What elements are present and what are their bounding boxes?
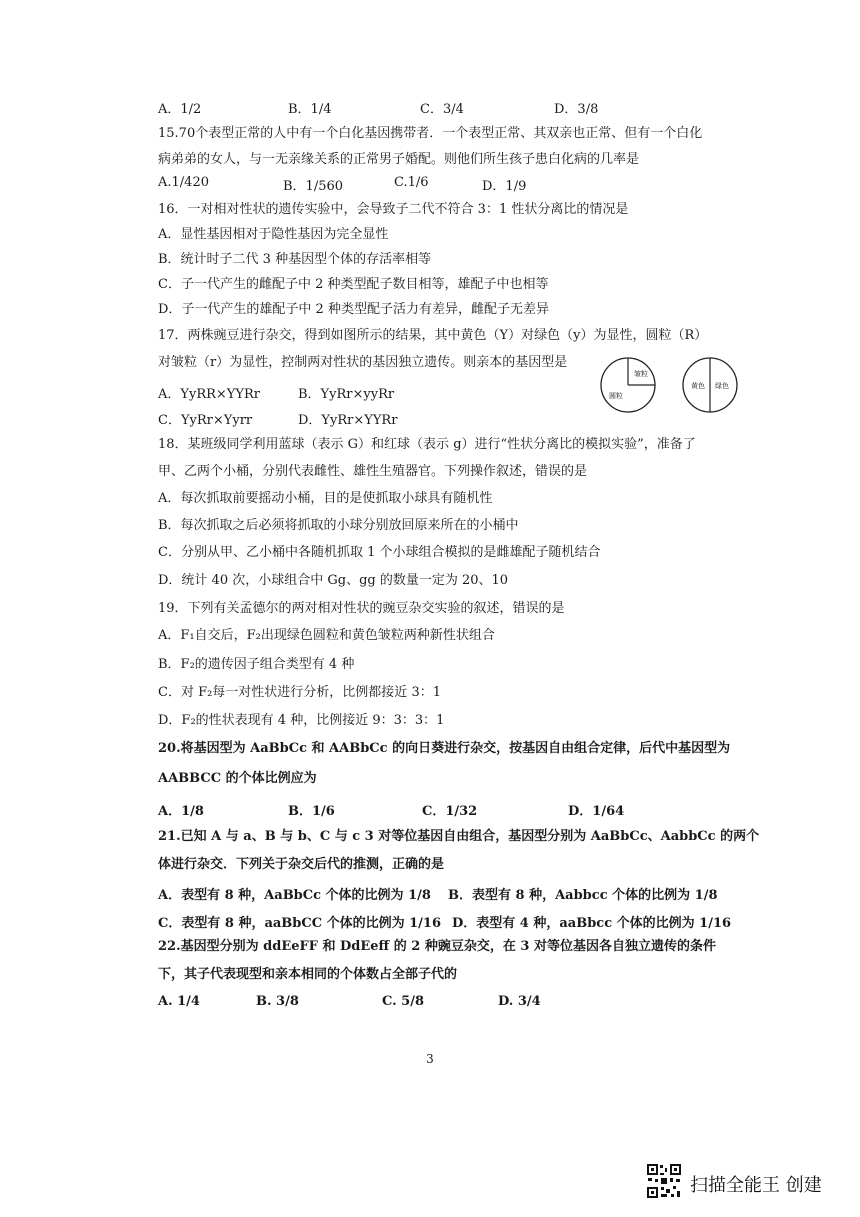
scanner-watermark (646, 1163, 846, 1203)
q18-stem-line2: 甲、乙两个小桶，分别代表雌性、雄性生殖器官。下列操作叙述，错误的是 (158, 464, 588, 479)
q14-option-d: D．3/8 (554, 102, 599, 117)
q17-option-d: D．YyRr×YYRr (298, 413, 398, 428)
q17-option-b: B．YyRr×yyRr (298, 387, 395, 402)
q20-stem-line2: AABBCC 的个体比例应为 (158, 771, 317, 786)
q18-option-d: D．统计 40 次，小球组合中 Gg、gg 的数量一定为 20、10 (158, 573, 509, 588)
q22-stem-line2: 下，其子代表现型和亲本相同的个体数占全部子代的 (158, 967, 458, 982)
q21-stem-line2: 体进行杂交．下列关于杂交后代的推测，正确的是 (158, 857, 445, 872)
q21-option-a: A．表型有 8 种，AaBbCc 个体的比例为 1/8 (158, 888, 431, 903)
q22-option-d: D. 3/4 (498, 994, 541, 1009)
q15-stem-line2: 病弟弟的女人，与一无亲缘关系的正常男子婚配。则他们所生孩子患白化病的几率是 (158, 152, 640, 167)
q22-options (158, 994, 778, 1012)
q15-option-a: A.1/420 (158, 175, 209, 190)
q18-stem-line1: 18．某班级同学利用蓝球（表示 G）和红球（表示 g）进行“性状分离比的模拟实验”，准备了 (158, 437, 696, 452)
q21-option-b: B．表型有 8 种，Aabbcc 个体的比例为 1/8 (448, 888, 718, 903)
q21-stem-line1: 21.已知 A 与 a、B 与 b、C 与 c 3 对等位基因自由组合，基因型分别为 AaBbCc、AabbCc 的两个 (158, 829, 760, 844)
q20-option-a: A．1/8 (158, 804, 204, 819)
pie-label-yellow: 黄色 (691, 382, 705, 390)
q16-option-a: A．显性基因相对于隐性基因为完全显性 (158, 227, 389, 242)
q20-options (158, 800, 778, 818)
q17-stem-line2: 对皱粒（r）为显性，控制两对性状的基因独立遗传。则亲本的基因型是 (158, 355, 568, 370)
q16-option-d: D．子一代产生的雄配子中 2 种类型配子活力有差异，雌配子无差异 (158, 302, 549, 317)
q15-option-c: C.1/6 (394, 175, 429, 190)
qr-code-icon (646, 1163, 682, 1199)
q14-option-b: B．1/4 (288, 102, 332, 117)
q19-option-c: C．对 F₂每一对性状进行分析，比例都接近 3：1 (158, 685, 441, 700)
q16-stem: 16．一对相对性状的遗传实验中，会导致子二代不符合 3：1 性状分离比的情况是 (158, 202, 629, 217)
pie-color (683, 358, 737, 412)
q17-options-row1 (158, 383, 578, 401)
q18-option-a: A．每次抓取前要摇动小桶，目的是使抓取小球具有随机性 (158, 491, 493, 506)
q16-option-b: B．统计时子二代 3 种基因型个体的存活率相等 (158, 252, 432, 267)
q15-options (158, 175, 778, 193)
pie-label-round: 圆粒 (609, 392, 623, 400)
q14-options (158, 98, 778, 116)
pie-label-wrinkled: 皱粒 (634, 370, 648, 378)
q22-option-c: C. 5/8 (382, 994, 425, 1009)
q15-option-d: D．1/9 (482, 179, 527, 194)
q20-stem-line1: 20.将基因型为 AaBbCc 和 AABbCc 的向日葵进行杂交，按基因自由组合定律，后代中基因型为 (158, 741, 731, 756)
q19-option-b: B．F₂的遗传因子组合类型有 4 种 (158, 657, 355, 672)
q19-stem: 19．下列有关孟德尔的两对相对性状的豌豆杂交实验的叙述，错误的是 (158, 601, 565, 616)
scanner-brand-text: 扫描全能王 创建 (690, 1175, 822, 1196)
q17-options-row2 (158, 409, 578, 427)
q15-option-b: B．1/560 (283, 179, 344, 194)
q17-option-a: A．YyRR×YYRr (158, 387, 260, 402)
q21-option-d: D．表型有 4 种，aaBbcc 个体的比例为 1/16 (452, 916, 732, 931)
pie-label-green: 绿色 (715, 382, 729, 390)
q22-stem-line1: 22.基因型分别为 ddEeFF 和 DdEeff 的 2 种豌豆杂交，在 3 对等位基因各自独立遗传的条件 (158, 939, 716, 954)
q19-option-d: D．F₂的性状表现有 4 种，比例接近 9：3：3：1 (158, 713, 445, 728)
q18-option-b: B．每次抓取之后必须将抓取的小球分别放回原来所在的小桶中 (158, 518, 519, 533)
q15-stem-line1: 15.70个表型正常的人中有一个白化基因携带者．一个表型正常、其双亲也正常、但有一个白化 (158, 126, 703, 141)
q20-option-c: C．1/32 (422, 804, 478, 819)
q14-option-c: C．3/4 (420, 102, 464, 117)
q22-option-b: B. 3/8 (256, 994, 299, 1009)
q20-option-b: B．1/6 (288, 804, 335, 819)
q17-pie-figure (598, 356, 748, 414)
q18-option-c: C．分别从甲、乙小桶中各随机抓取 1 个小球组合模拟的是雌雄配子随机结合 (158, 545, 601, 560)
q17-option-c: C．YyRr×Yyrr (158, 413, 253, 428)
q17-stem-line1: 17．两株豌豆进行杂交，得到如图所示的结果，其中黄色（Y）对绿色（y）为显性，圆粒（R） (158, 328, 708, 343)
q21-options-row1 (158, 884, 778, 902)
pie-shape-grain (601, 358, 655, 412)
q20-option-d: D．1/64 (568, 804, 625, 819)
q21-option-c: C．表型有 8 种，aaBbCC 个体的比例为 1/16 (158, 916, 441, 931)
q16-option-c: C．子一代产生的雌配子中 2 种类型配子数目相等，雄配子中也相等 (158, 277, 549, 292)
page-number: 3 (426, 1052, 434, 1066)
q14-option-a: A．1/2 (158, 102, 202, 117)
q21-options-row2 (158, 912, 778, 930)
q19-option-a: A．F₁自交后，F₂出现绿色圆粒和黄色皱粒两种新性状组合 (158, 628, 495, 643)
q22-option-a: A. 1/4 (158, 994, 200, 1009)
